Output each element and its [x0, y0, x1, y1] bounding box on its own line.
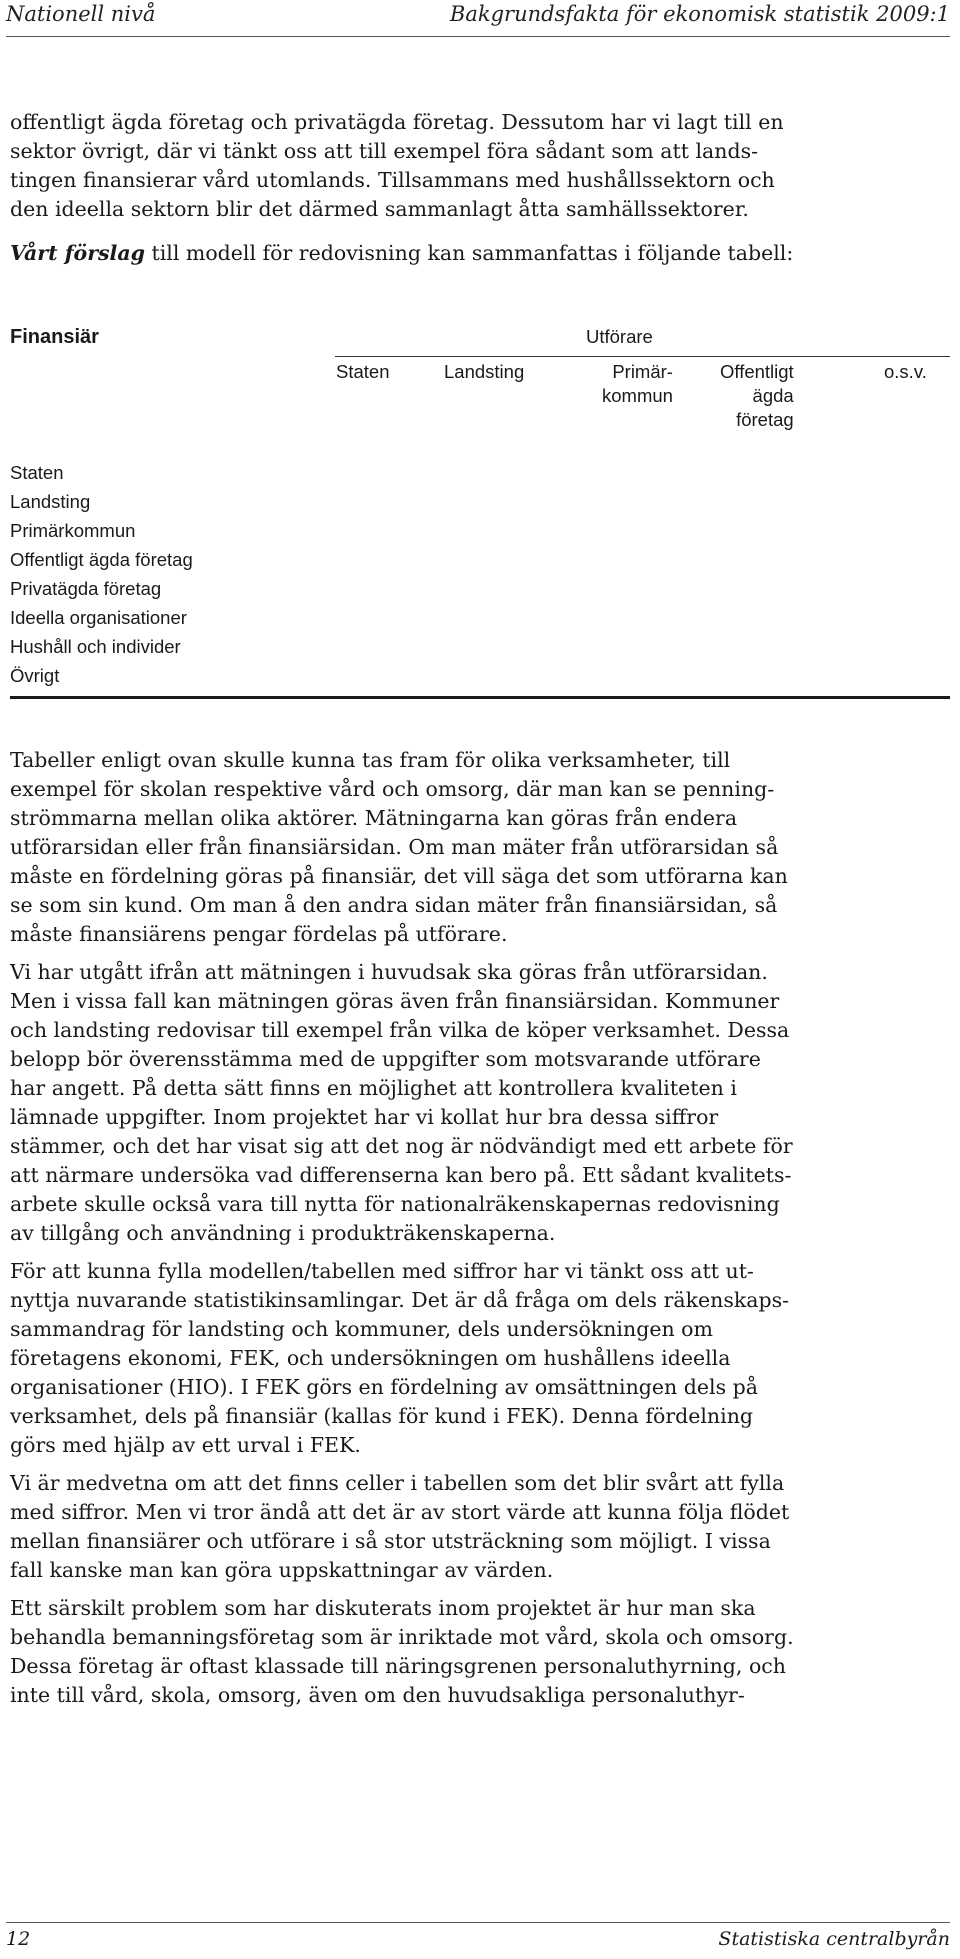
- header-rule: [6, 36, 950, 37]
- text-line: [10, 239, 950, 268]
- running-footer: [0, 1916, 960, 1959]
- text-line: att närmare undersöka vad differenserna kan bero på. Ett sådant kvalitets-: [10, 1163, 792, 1187]
- row-label: Ideella organisationer: [10, 607, 187, 628]
- text-line: görs med hjälp av ett urval i FEK.: [10, 1433, 361, 1457]
- text-line: belopp bör överensstämma med de uppgifter som motsvarande utförare: [10, 1047, 761, 1071]
- text-line: se som sin kund. Om man å den andra sidan mäter från finansiärsidan, så: [10, 893, 778, 917]
- column-header-landsting: Landsting: [444, 361, 525, 382]
- column-header-staten: Staten: [336, 361, 390, 382]
- text-line: strömmarna mellan olika aktörer. Mätningarna kan göras från endera: [10, 806, 738, 830]
- row-label: Hushåll och individer: [10, 636, 181, 657]
- row-label: Privatägda företag: [10, 578, 162, 599]
- text-line: tingen finansierar vård utomlands. Tillsammans med hushållssektorn och: [10, 168, 775, 192]
- intro-text: [10, 108, 950, 277]
- page-number: 12: [6, 1928, 31, 1950]
- row-label: Primärkommun: [10, 520, 136, 541]
- text-line: den ideella sektorn blir det därmed sammanlagt åtta samhällssektorer.: [10, 197, 749, 221]
- running-header: [0, 0, 960, 44]
- text-line: har angett. På detta sätt finns en möjlighet att kontrollera kvaliteten i: [10, 1076, 737, 1100]
- body-paragraph: [10, 1594, 950, 1710]
- row-label: Övrigt: [10, 665, 60, 686]
- text-line: Tabeller enligt ovan skulle kunna tas fram för olika verksamheter, till: [10, 748, 731, 772]
- text-line: organisationer (HIO). I FEK görs en fördelning av omsättningen dels på: [10, 1375, 758, 1399]
- text-line: utförarsidan eller från finansiärsidan. Om man mäter från utförarsidan så: [10, 835, 779, 859]
- body-paragraph: [10, 1257, 950, 1460]
- model-table: [10, 318, 950, 700]
- text-line: mellan finansiärer och utförare i så stor utsträckning som möjligt. I vissa: [10, 1529, 771, 1553]
- text-line: arbete skulle också vara till nytta för nationalräkenskapernas redovisning: [10, 1192, 780, 1216]
- column-header-offentligt-agda-foretag: Offentligt ägda företag: [720, 361, 794, 430]
- financier-row-labels: [10, 458, 193, 690]
- text-line: Men i vissa fall kan mätningen göras även från finansiärsidan. Kommuner: [10, 989, 780, 1013]
- column-header-primarkommun: Primär- kommun: [602, 361, 673, 406]
- text-line: och landsting redovisar till exempel från vilka de köper verksamhet. Dessa: [10, 1018, 790, 1042]
- row-label: Landsting: [10, 491, 91, 512]
- row-label: Staten: [10, 462, 64, 483]
- performer-rule: [335, 356, 950, 357]
- row-label: Offentligt ägda företag: [10, 549, 193, 570]
- financier-heading: Finansiär: [10, 326, 99, 348]
- text-line: lämnade uppgifter. Inom projektet har vi kollat hur bra dessa siffror: [10, 1105, 719, 1129]
- text-line: företagens ekonomi, FEK, och undersökningen om hushållens ideella: [10, 1346, 731, 1370]
- body-paragraph: [10, 958, 950, 1248]
- text-line: sammandrag för landsting och kommuner, dels undersökningen om: [10, 1317, 713, 1341]
- text-line: exempel för skolan respektive vård och omsorg, där man kan se penning-: [10, 777, 775, 801]
- text-line: fall kanske man kan göra uppskattningar av värden.: [10, 1558, 554, 1582]
- text-line: måste en fördelning göras på finansiär, det vill säga det som utförarna kan: [10, 864, 788, 888]
- text-line: stämmer, och det har visat sig att det nog är nödvändigt med ett arbete för: [10, 1134, 793, 1158]
- performer-heading: Utförare: [586, 326, 653, 347]
- text-line: För att kunna fylla modellen/tabellen med siffror har vi tänkt oss att ut-: [10, 1259, 754, 1283]
- text-line: nyttja nuvarande statistikinsamlingar. Det är då fråga om dels räkenskaps-: [10, 1288, 790, 1312]
- text-line: verksamhet, dels på finansiär (kallas för kund i FEK). Denna fördelning: [10, 1404, 754, 1428]
- footer-rule: [6, 1922, 950, 1923]
- footer-publisher: Statistiska centralbyrån: [718, 1928, 950, 1950]
- text-line: offentligt ägda företag och privatägda företag. Dessutom har vi lagt till en: [10, 110, 784, 134]
- text-line: med siffror. Men vi tror ändå att det är av stort värde att kunna följa flödet: [10, 1500, 790, 1524]
- body-paragraph: [10, 746, 950, 949]
- header-section-title: Nationell nivå: [6, 2, 156, 26]
- text-line: behandla bemanningsföretag som är inriktade mot vård, skola och omsorg.: [10, 1625, 794, 1649]
- table-lead-paragraph: [10, 239, 950, 268]
- lead-text: till modell för redovisning kan sammanfattas i följande tabell:: [144, 241, 794, 265]
- text-line: Dessa företag är oftast klassade till näringsgrenen personaluthyrning, och: [10, 1654, 786, 1678]
- text-line: Vi är medvetna om att det finns celler i tabellen som det blir svårt att fylla: [10, 1471, 785, 1495]
- lead-emphasis: Vårt förslag: [10, 241, 145, 265]
- text-line: Ett särskilt problem som har diskuterats inom projektet är hur man ska: [10, 1596, 756, 1620]
- table-bottom-rule: [10, 696, 950, 699]
- body-text: [10, 746, 950, 1719]
- column-header-osv: o.s.v.: [884, 361, 927, 382]
- text-line: inte till vård, skola, omsorg, även om den huvudsakliga personaluthyr-: [10, 1683, 745, 1707]
- header-publication-title: Bakgrundsfakta för ekonomisk statistik 2009:1: [449, 2, 950, 26]
- text-line: av tillgång och användning i produkträkenskaperna.: [10, 1221, 556, 1245]
- text-line: Vi har utgått ifrån att mätningen i huvudsak ska göras från utförarsidan.: [10, 960, 768, 984]
- intro-paragraph: [10, 108, 950, 224]
- text-line: sektor övrigt, där vi tänkt oss att till exempel föra sådant som att lands-: [10, 139, 759, 163]
- text-line: måste finansiärens pengar fördelas på utförare.: [10, 922, 508, 946]
- body-paragraph: [10, 1469, 950, 1585]
